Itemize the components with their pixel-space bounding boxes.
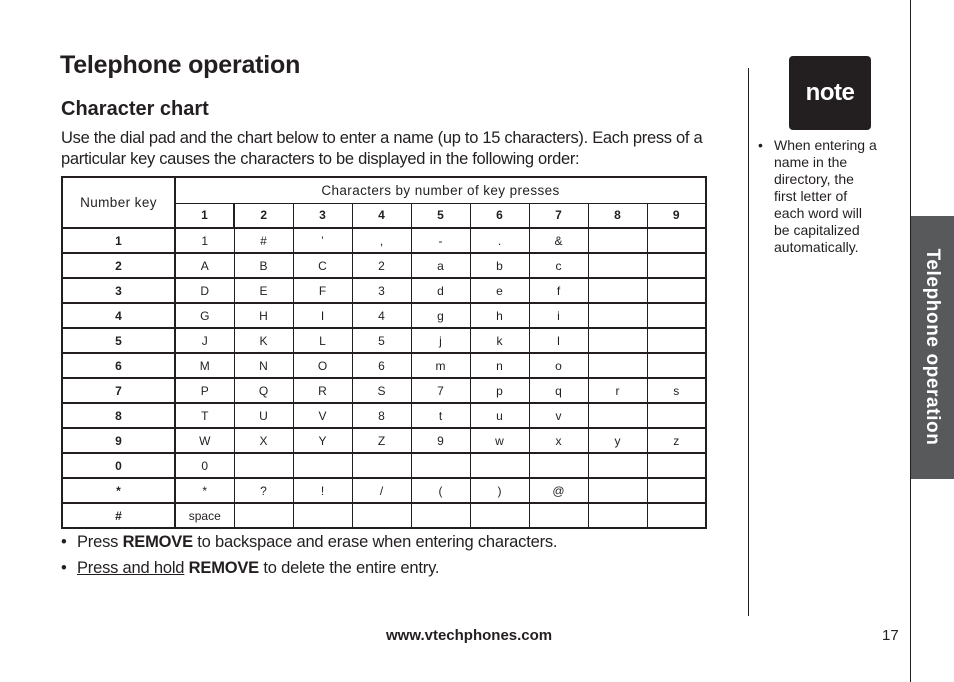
number-key-cell: 9 <box>62 428 175 453</box>
number-key-cell: 8 <box>62 403 175 428</box>
character-cell <box>647 303 706 328</box>
press-number-cell: 7 <box>529 203 588 228</box>
character-cell: t <box>411 403 470 428</box>
character-cell: . <box>470 228 529 253</box>
character-cell: u <box>470 403 529 428</box>
character-cell: space <box>175 503 234 528</box>
character-cell: - <box>411 228 470 253</box>
character-cell <box>647 253 706 278</box>
character-cell: 5 <box>352 328 411 353</box>
character-cell: ’ <box>293 228 352 253</box>
character-cell: 7 <box>411 378 470 403</box>
press-number-cell: 5 <box>411 203 470 228</box>
section-title: Character chart <box>61 98 209 120</box>
number-key-cell: 7 <box>62 378 175 403</box>
character-cell: C <box>293 253 352 278</box>
character-cell: I <box>293 303 352 328</box>
character-cell: A <box>175 253 234 278</box>
press-number-cell: 8 <box>588 203 647 228</box>
character-cell: # <box>234 228 293 253</box>
character-cell <box>352 453 411 478</box>
character-cell: & <box>529 228 588 253</box>
table-row <box>62 378 706 403</box>
character-cell: w <box>470 428 529 453</box>
character-cell: a <box>411 253 470 278</box>
character-cell: d <box>411 278 470 303</box>
character-cell: K <box>234 328 293 353</box>
character-cell: v <box>529 403 588 428</box>
character-cell: Z <box>352 428 411 453</box>
list-item: • Press and hold REMOVE to delete the entire entry. <box>61 559 557 585</box>
character-cell: e <box>470 278 529 303</box>
character-cell: i <box>529 303 588 328</box>
number-key-cell: 0 <box>62 453 175 478</box>
character-cell: F <box>293 278 352 303</box>
character-cell <box>647 503 706 528</box>
character-cell <box>647 403 706 428</box>
number-key-cell: # <box>62 503 175 528</box>
page-number: 17 <box>882 627 899 644</box>
character-cell: f <box>529 278 588 303</box>
character-cell <box>647 453 706 478</box>
character-cell: N <box>234 353 293 378</box>
character-cell: 6 <box>352 353 411 378</box>
character-cell: 1 <box>175 228 234 253</box>
note-text: • When entering a name in the directory, the first letter of each word will be capitalized automatically. <box>758 137 877 255</box>
character-cell: ! <box>293 478 352 503</box>
character-cell <box>647 328 706 353</box>
character-cell: ? <box>234 478 293 503</box>
character-cell <box>234 503 293 528</box>
character-cell: 3 <box>352 278 411 303</box>
character-cell <box>588 278 647 303</box>
character-cell: D <box>175 278 234 303</box>
character-cell: , <box>352 228 411 253</box>
bullet-text-1: Press REMOVE to backspace and erase when entering characters. <box>77 533 558 551</box>
character-chart-table <box>61 176 707 529</box>
character-cell <box>588 503 647 528</box>
character-cell: 2 <box>352 253 411 278</box>
character-cell: W <box>175 428 234 453</box>
character-cell: g <box>411 303 470 328</box>
character-cell <box>588 478 647 503</box>
character-cell <box>470 453 529 478</box>
list-item: • Press REMOVE to backspace and erase when entering characters. <box>61 533 557 559</box>
character-cell: H <box>234 303 293 328</box>
character-cell: ( <box>411 478 470 503</box>
character-cell: 4 <box>352 303 411 328</box>
section-side-tab: Telephone operation <box>911 216 954 479</box>
character-cell: P <box>175 378 234 403</box>
character-cell: 0 <box>175 453 234 478</box>
character-cell <box>588 403 647 428</box>
number-key-cell: 6 <box>62 353 175 378</box>
character-cell: ) <box>470 478 529 503</box>
table-row <box>62 328 706 353</box>
character-cell <box>470 503 529 528</box>
character-cell <box>647 278 706 303</box>
number-key-cell: 1 <box>62 228 175 253</box>
note-badge: note <box>789 56 871 130</box>
press-number-cell: 2 <box>234 203 293 228</box>
press-number-cell: 4 <box>352 203 411 228</box>
character-cell: c <box>529 253 588 278</box>
character-cell: h <box>470 303 529 328</box>
press-number-cell: 1 <box>175 203 234 228</box>
number-key-cell: 4 <box>62 303 175 328</box>
table-row <box>62 453 706 478</box>
character-cell: l <box>529 328 588 353</box>
characters-header: Characters by number of key presses <box>175 177 706 203</box>
character-cell <box>411 453 470 478</box>
character-cell <box>588 328 647 353</box>
character-cell <box>588 453 647 478</box>
character-cell <box>588 228 647 253</box>
character-cell: k <box>470 328 529 353</box>
table-row <box>62 353 706 378</box>
character-cell <box>588 353 647 378</box>
table-row <box>62 503 706 528</box>
table-row <box>62 303 706 328</box>
character-cell: / <box>352 478 411 503</box>
press-number-cell: 6 <box>470 203 529 228</box>
character-cell <box>588 253 647 278</box>
table-row <box>62 428 706 453</box>
number-key-cell: 3 <box>62 278 175 303</box>
character-cell: R <box>293 378 352 403</box>
press-number-cell: 9 <box>647 203 706 228</box>
character-cell: Y <box>293 428 352 453</box>
character-cell: 9 <box>411 428 470 453</box>
character-cell: M <box>175 353 234 378</box>
character-cell: j <box>411 328 470 353</box>
intro-paragraph: Use the dial pad and the chart below to enter a name (up to 15 characters). Each press of a particular key causes the characters to be displayed in the following order: <box>61 129 703 168</box>
character-cell <box>293 453 352 478</box>
character-cell: G <box>175 303 234 328</box>
press-number-cell: 3 <box>293 203 352 228</box>
character-cell <box>234 453 293 478</box>
character-cell: r <box>588 378 647 403</box>
number-key-cell: 5 <box>62 328 175 353</box>
character-cell: q <box>529 378 588 403</box>
character-cell: Q <box>234 378 293 403</box>
character-cell <box>529 453 588 478</box>
character-cell: n <box>470 353 529 378</box>
character-cell: b <box>470 253 529 278</box>
character-cell: B <box>234 253 293 278</box>
character-cell: J <box>175 328 234 353</box>
character-cell: s <box>647 378 706 403</box>
number-key-cell: * <box>62 478 175 503</box>
table-row <box>62 278 706 303</box>
character-cell: p <box>470 378 529 403</box>
table-row <box>62 403 706 428</box>
table-row <box>62 478 706 503</box>
bullet-text-2: Press and hold REMOVE to delete the entire entry. <box>77 559 440 577</box>
character-cell <box>647 228 706 253</box>
character-cell <box>352 503 411 528</box>
instructions-list <box>61 533 557 585</box>
character-cell: E <box>234 278 293 303</box>
character-cell: o <box>529 353 588 378</box>
column-divider <box>748 68 749 616</box>
character-cell: O <box>293 353 352 378</box>
character-cell: y <box>588 428 647 453</box>
character-cell: x <box>529 428 588 453</box>
character-cell <box>293 503 352 528</box>
character-cell <box>647 478 706 503</box>
number-key-cell: 2 <box>62 253 175 278</box>
character-cell: S <box>352 378 411 403</box>
character-cell: 8 <box>352 403 411 428</box>
number-key-header: Number key <box>62 177 175 228</box>
character-cell <box>529 503 588 528</box>
character-cell <box>588 303 647 328</box>
character-cell: T <box>175 403 234 428</box>
table-row <box>62 253 706 278</box>
character-cell: U <box>234 403 293 428</box>
table-row <box>62 228 706 253</box>
character-cell <box>411 503 470 528</box>
character-cell: m <box>411 353 470 378</box>
character-cell: @ <box>529 478 588 503</box>
character-cell <box>647 353 706 378</box>
page-title: Telephone operation <box>60 51 301 79</box>
character-cell: L <box>293 328 352 353</box>
character-cell: z <box>647 428 706 453</box>
footer-url: www.vtechphones.com <box>386 627 553 644</box>
character-cell: * <box>175 478 234 503</box>
character-cell: X <box>234 428 293 453</box>
character-cell: V <box>293 403 352 428</box>
